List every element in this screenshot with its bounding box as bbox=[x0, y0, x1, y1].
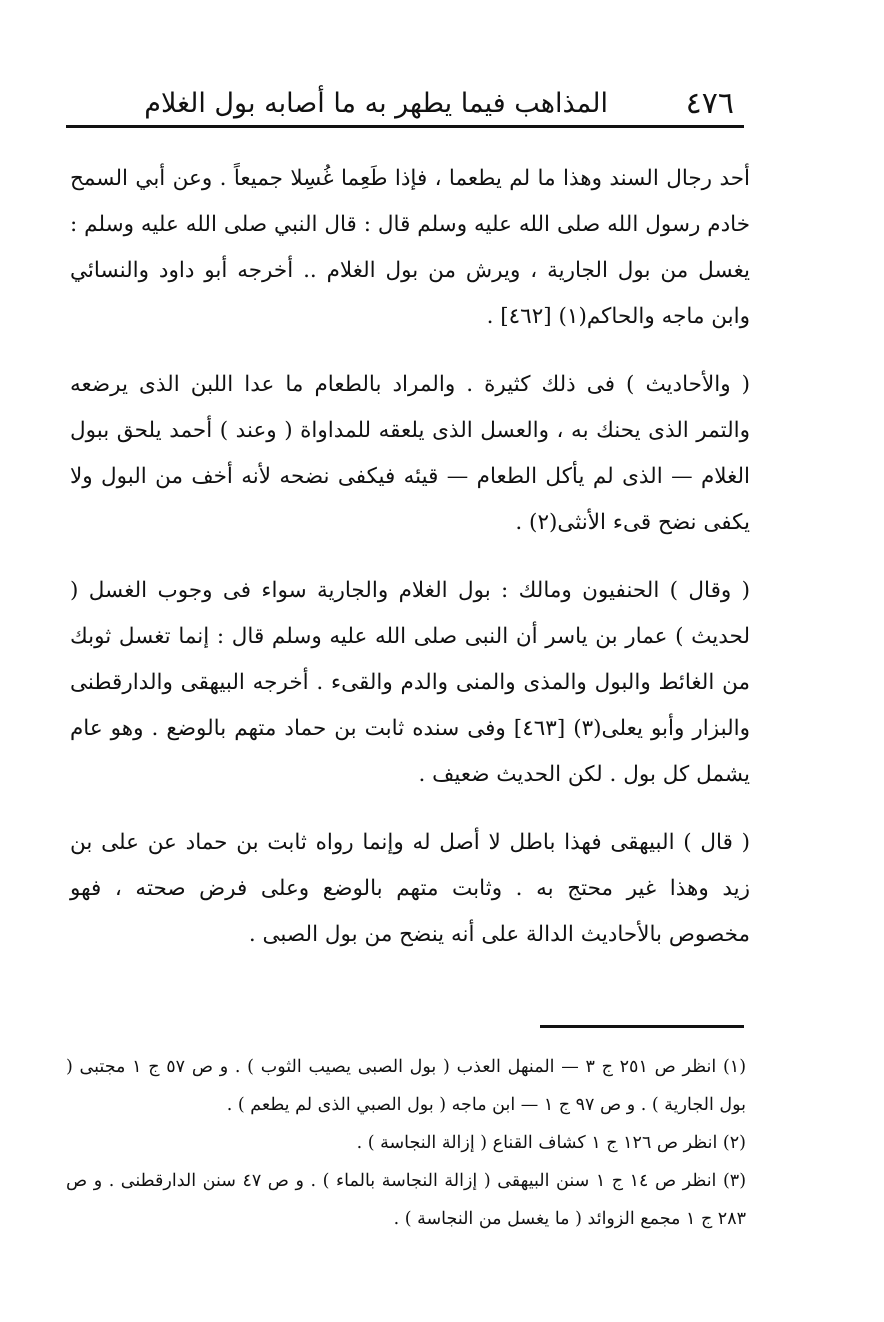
paragraph: أحد رجال السند وهذا ما لم يطعما ، فإذا طَعِما غُسِلا جميعاً . وعن أبي السمح خادم رسول الله صلى الله عليه وسلم قال : قال النبي صلى الله عليه وسلم : يغسل من بول الجارية ، ويرش من بول الغلام .. أخرجه أبو داود والنسائي وابن ماجه والحاكم(١) [٤٦٢] . bbox=[70, 166, 750, 329]
page-header bbox=[66, 86, 742, 122]
paragraph: ( وقال ) الحنفيون ومالك : بول الغلام والجارية سواء فى وجوب الغسل ( لحديث ) عمار بن ياسر أن النبى صلى الله عليه وسلم قال : إنما تغسل ثوبك من الغائط والبول والمذى والمنى والدم والقىء . أخرجه البيهقى والدارقطنى والبزار وأبو يعلى(٣) [٤٦٣] وفى سنده ثابت بن حماد متهم بالوضع . وهو عام يشمل كل بول . لكن الحديث ضعيف . bbox=[70, 578, 750, 787]
footnotes bbox=[66, 1048, 746, 1238]
paragraph: ( والأحاديث ) فى ذلك كثيرة . والمراد بالطعام ما عدا اللبن الذى يرضعه والتمر الذى يحنك به ، والعسل الذى يلعقه للمداواة ( وعند ) أحمد يلحق ببول الغلام — الذى لم يأكل الطعام — قيئه فيكفى نضحه لأنه أخف من البول ولا يكفى نضح قىء الأنثى(٢) . bbox=[70, 372, 750, 535]
paragraph: ( قال ) البيهقى فهذا باطل لا أصل له وإنما رواه ثابت بن حماد عن على بن زيد وهذا غير محتج به . وثابت متهم بالوضع وعلى فرض صحته ، فهو مخصوص بالأحاديث الدالة على أنه ينضح من بول الصبى . bbox=[70, 830, 750, 947]
footnote: (٢) انظر ص ١٢٦ ج ١ كشاف القناع ( إزالة النجاسة ) . bbox=[356, 1133, 746, 1153]
running-head: المذاهب فيما يطهر به ما أصابه بول الغلام bbox=[144, 88, 608, 119]
footnote-rule bbox=[540, 1025, 744, 1028]
main-text bbox=[70, 156, 750, 958]
page-number: ٤٧٦ bbox=[685, 86, 734, 121]
header-rule bbox=[66, 125, 744, 128]
footnote: (١) انظر ص ٢٥١ ج ٣ — المنهل العذب ( بول الصبى يصيب الثوب ) . و ص ٥٧ ج ١ مجتبى ( بول الجارية ) . و ص ٩٧ ج ١ — ابن ماجه ( بول الصبي الذى لم يطعم ) . bbox=[66, 1057, 747, 1115]
footnote: (٣) انظر ص ١٤ ج ١ سنن البيهقى ( إزالة النجاسة بالماء ) . و ص ٤٧ سنن الدارقطنى . و ص ٢٨٣ ج ١ مجمع الزوائد ( ما يغسل من النجاسة ) . bbox=[66, 1171, 747, 1229]
